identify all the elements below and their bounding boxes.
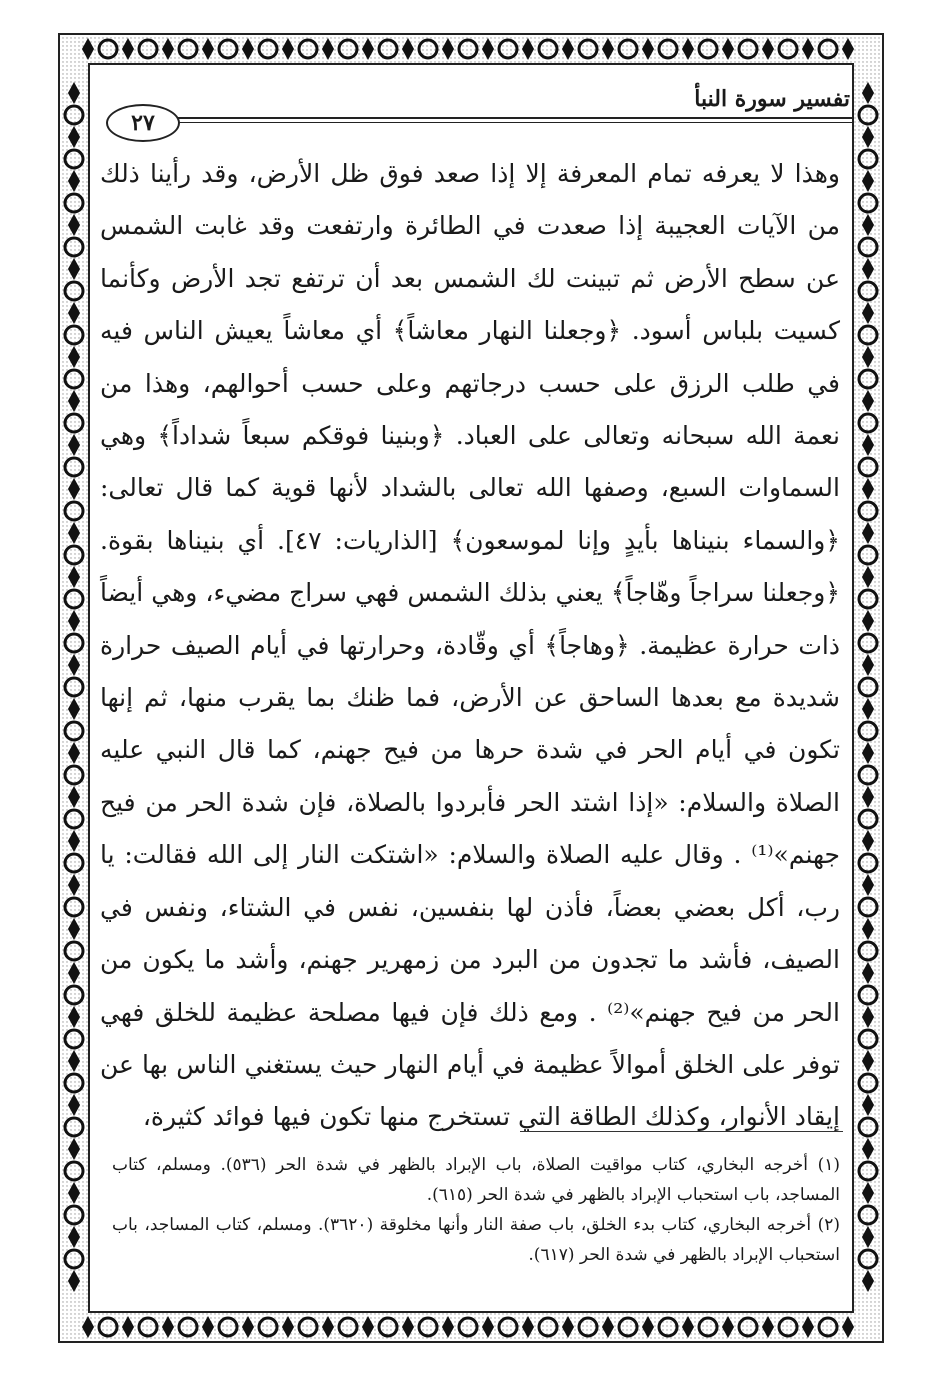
- header-rule-thin: [176, 122, 854, 123]
- body-text: [100, 148, 840, 1144]
- page-number: ٢٧: [106, 104, 180, 142]
- footnote-separator: [520, 1131, 843, 1132]
- footnotes: [112, 1150, 840, 1270]
- footnote-1: (١) أخرجه البخاري، كتاب مواقيت الصلاة، باب الإبراد بالظهر في شدة الحر (٥٣٦). ومسلم، كتاب المساجد، باب استحباب الإبراد بالظهر في شدة الحر (٦١٥).: [112, 1155, 840, 1205]
- body-paragraph: وهذا لا يعرفه تمام المعرفة إلا إذا صعد فوق ظل الأرض، وقد رأينا ذلك من الآيات العجيبة إذا صعدت في الطائرة وارتفعت وقد غابت الشمس عن سطح الأرض ثم تبينت لك الشمس بعد أن ترتفع تجد الأرض وكأنما كسيت بلباس أسود. ﴿وجعلنا النهار معاشاً﴾ أي معاشاً يعيش الناس فيه في طلب الرزق على حسب درجاتهم وعلى حسب أحوالهم، وهذا من نعمة الله سبحانه وتعالى على العباد. ﴿وبنينا فوقكم سبعاً شداداً﴾ وهي السماوات السبع، وصفها الله تعالى بالشداد لأنها قوية كما قال تعالى: ﴿والسماء بنيناها بأيدٍ وإنا لموسعون﴾ [الذاريات: ٤٧]. أي بنيناها بقوة. ﴿وجعلنا سراجاً وهّاجاً﴾ يعني بذلك الشمس فهي سراج مضيء، وهي أيضاً ذات حرارة عظيمة. ﴿وهاجاً﴾ أي وقّادة، وحرارتها في أيام الصيف حرارة شديدة مع بعدها الساحق عن الأرض، فما ظنك بما يقرب منها، ثم إنها تكون في أيام الحر في شدة حرها من فيح جهنم، كما قال النبي عليه الصلاة والسلام: «إذا اشتد الحر فأبردوا بالصلاة، فإن شدة الحر من فيح جهنم»⁽¹⁾ . وقال عليه الصلاة والسلام: «اشتكت النار إلى الله فقالت: يا رب، أكل بعضي بعضاً، فأذن لها بنفسين، نفس في الشتاء، ونفس في الصيف، فأشد ما تجدون من البرد من زمهرير جهنم، وأشد ما يكون من الحر من فيح جهنم»⁽²⁾ . ومع ذلك فإن فيها مصلحة عظيمة للخلق فهي توفر على الخلق أموالاً عظيمة في أيام النهار حيث يستغني الناس بها عن إيقاد الأنوار، وكذلك الطاقة التي تستخرج منها تكون فيها فوائد كثيرة،: [100, 159, 840, 1132]
- header-rule: [176, 117, 854, 119]
- footnote-2: (٢) أخرجه البخاري، كتاب بدء الخلق، باب صفة النار وأنها مخلوقة (٣٦٢٠). ومسلم، كتاب المساجد، باب استحباب الإبراد بالظهر في شدة الحر (٦١٧).: [112, 1215, 840, 1265]
- page-header: [92, 80, 854, 136]
- running-title: تفسير سورة النبأ: [694, 86, 850, 112]
